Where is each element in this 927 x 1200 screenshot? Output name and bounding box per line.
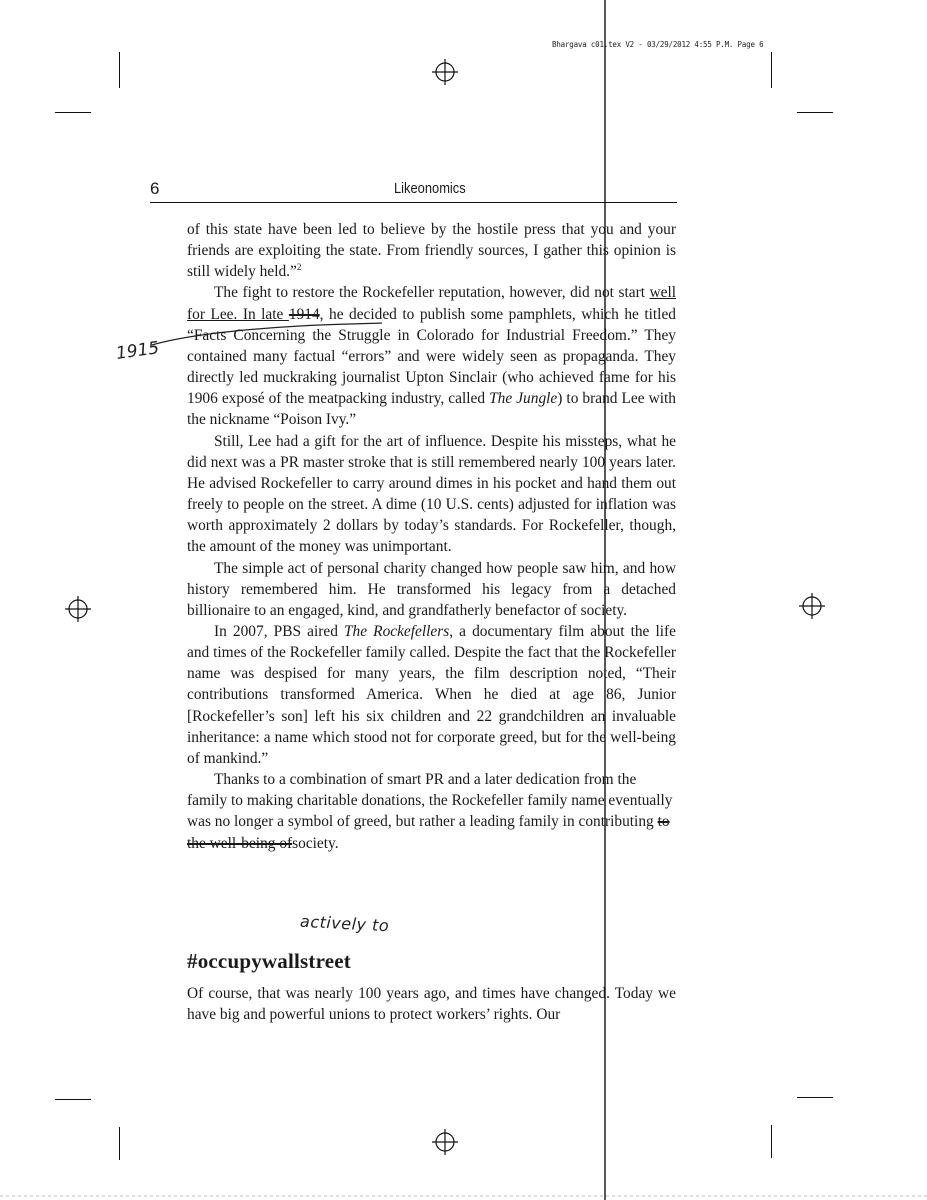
- film-title: The Rockefellers: [343, 622, 450, 640]
- underlined-phrase: well for Lee. In late: [187, 284, 676, 323]
- paragraph-1: of this state have been led to believe by the hostile press that you and your friends are exploiting the state. From friendly sources, I gather this opinion is still widely held.”$^2$: [187, 221, 676, 281]
- struck-phrase: to the well-being of: [187, 813, 670, 852]
- handwritten-insert-correction: actively to: [299, 911, 390, 936]
- paragraph-4: The simple act of personal charity changed how people saw him, and how history remembered him. He transformed his legacy from a detached billionaire to an engaged, kind, and grandfatherly benefactor of society.: [187, 559, 676, 619]
- registration-mark-top: [432, 59, 458, 85]
- paragraph-2: The fight to restore the Rockefeller reputation, however, did not start well for Lee. In late 1914, he decided to publish some pamphlets, which he titled “Facts Concerning the Struggle in Colorado for Industrial Freedom.” They contained many factual “errors” and were widely seen as propaganda. They directly led muckraking journalist Upton Sinclair (who achieved fame for his 1906 exposé of the meatpacking industry, called The Jungle) to brand Lee with the nickname “Poison Ivy.”: [187, 284, 676, 429]
- paragraph-5: In 2007, PBS aired The Rockefellers, a documentary film about the life and times of the Rockefeller family called. Despite the fact that the Rockefeller name was despised for many years, the film description noted, “Their contributions transformed America. When he died at age 86, Junior [Rockefeller’s son] left his six children and 22 grandchildren an invaluable inheritance: a name which stood not for corporate greed, but for the well-being of mankind.”: [187, 622, 676, 767]
- registration-mark-bottom: [432, 1129, 458, 1155]
- section-paragraph: Of course, that was nearly 100 years ago, and times have changed. Today we have big and powerful unions to protect workers’ rights. Our: [187, 985, 676, 1024]
- book-title: The Jungle: [489, 390, 558, 408]
- slug-line: Bhargava c01.tex V2 - 03/29/2012 4:55 P.M. Page 6: [552, 40, 764, 49]
- section-heading: #occupywallstreet: [187, 949, 351, 973]
- paragraph-3: Still, Lee had a gift for the art of influence. Despite his missteps, what he did next was a PR master stroke that is still remembered nearly 100 years later. He advised Rockefeller to carry around dimes in his pocket and hand them out freely to people on the street. A dime (10 U.S. cents) adjusted for inflation was worth approximately 2 dollars by today’s standards. For Rockefeller, though, the amount of the money was unimportant.: [187, 432, 676, 556]
- struck-year: 1914: [288, 305, 320, 323]
- section-body: [187, 983, 676, 1025]
- handwritten-year-correction: 1915: [114, 338, 161, 364]
- registration-mark-left: [65, 596, 91, 622]
- registration-mark-right: [799, 593, 825, 619]
- page-number: 6: [150, 179, 160, 198]
- footnote-marker: 2: [296, 262, 302, 273]
- paragraph-6: Thanks to a combination of smart PR and a later dedication from the family to making charitable donations, the Rockefeller family name eventually was no longer a symbol of greed, but rather a leading family in contributing to the well-being ofsociety.: [187, 771, 673, 852]
- running-head-title: Likeonomics: [394, 180, 466, 197]
- running-head: [150, 178, 677, 203]
- body-text: [187, 219, 676, 854]
